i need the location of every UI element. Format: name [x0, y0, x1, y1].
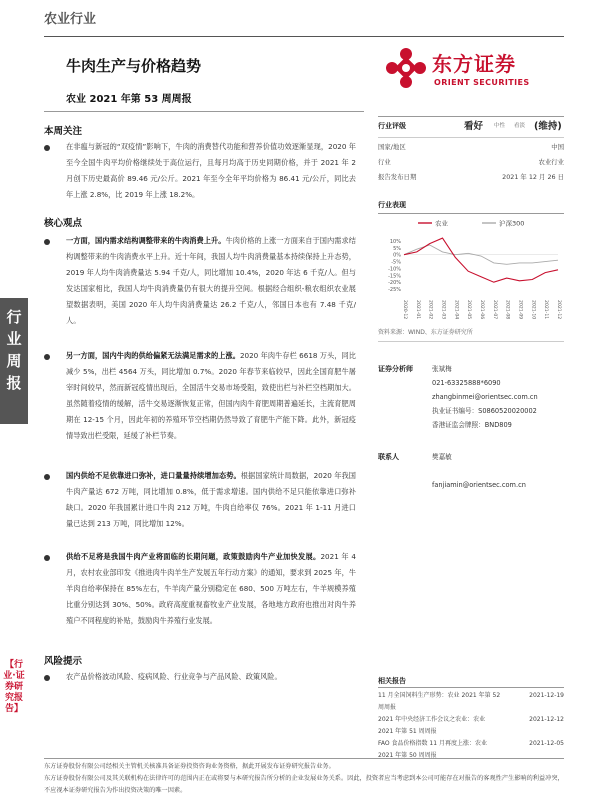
related-report-title-cont: 周周报: [378, 704, 397, 711]
bullet-icon: [44, 145, 50, 151]
chart-divider: [378, 341, 564, 342]
related-report-date: 2021-12-19: [529, 692, 564, 699]
core-point-2: [66, 348, 356, 444]
company-logo: [384, 40, 564, 100]
logo-chinese-name: 东方证券: [432, 52, 516, 76]
related-report-title-cont: 2021 年第 51 周周报: [378, 728, 437, 735]
x-tick-label: 2020-12: [402, 300, 407, 320]
x-tick-label: 2021-05: [466, 300, 472, 320]
info-value: 农业行业: [538, 158, 564, 166]
section-risk-title: 风险提示: [44, 656, 83, 667]
rating-info-table: [378, 140, 564, 185]
y-tick-label: -15%: [388, 273, 401, 280]
info-value: 中国: [551, 143, 564, 151]
x-tick-label: 2021-04: [453, 300, 459, 320]
info-key: 行业: [378, 158, 391, 166]
core-point-4-lead: 供给不足将是我国牛肉产业将面临的长期问题，政策鼓励肉牛产业加快发展。: [66, 552, 321, 561]
vertical-report-label: 【行业·证券研究报告】: [3, 660, 25, 714]
info-key: 报告发布日期: [378, 173, 417, 181]
legend-label: 农业: [435, 219, 448, 228]
risk-paragraph: 农产品价格波动风险、疫病风险、行业竞争与产品风险、政策风险。: [66, 672, 282, 681]
report-title: 牛肉生产与价格趋势: [66, 57, 202, 75]
focus-paragraph: 在非瘟与新冠的“双疫情”影响下，牛肉的消费替代功能和营养价值功效逐渐显现，2020 年至今全国牛肉平均价格继续处于高位运行，且每月均高于历史同期价格，并于 2021 年 2 月创下历史最高价 89.46 元/公斤。2021 年至今全年平均价格为 86.41 元/公斤，同比去年上涨 2.8%，比 2019 年上涨 18.2%。: [66, 142, 356, 199]
related-report[interactable]: [378, 690, 564, 714]
core-point-2-body: 2020 年肉牛存栏 6618 万头，同比减少 5%，出栏 4564 万头，同比增加 0.7%。2020 年春节来临较早，因此全国育肥牛屠宰时间较早，然而新冠疫情出现后，全国活牛交易市场受阻，致使出栏与补栏空档期加大。虽然随着疫情的缓解，活牛交易逐渐恢复正常，但国内肉牛育肥周期普遍延长，主流育肥周期在 12-15 个月，因此年初的养殖环节空档期仍然导致了育肥牛产能下降。此外，新冠疫情导致出栏受限，延缓了补栏节奏。: [66, 351, 356, 440]
rating-label: 行业评级: [378, 122, 406, 130]
section-focus-title: 本周关注: [44, 126, 83, 137]
performance-title: 行业表现: [378, 200, 564, 214]
x-tick-label: 2021-10: [530, 300, 536, 320]
y-tick-label: -5%: [391, 259, 401, 266]
logo-english-name: ORIENT SECURITIES: [434, 78, 530, 87]
related-report[interactable]: [378, 714, 564, 738]
side-tab-char: 报: [6, 374, 22, 392]
analyst-name: 张斌梅: [432, 365, 452, 373]
related-report-title: 2021 年中央经济工作会议之农业：农业: [378, 716, 486, 723]
x-tick-label: 2021-06: [479, 300, 484, 320]
rating-option-negative: 看淡: [514, 123, 526, 129]
core-point-2-lead: 另一方面，国内牛肉的供给偏紧无法满足需求的上涨。: [66, 351, 240, 360]
y-tick-label: 5%: [393, 245, 401, 252]
side-tab-char: 业: [6, 330, 22, 348]
contact-label: 联系人: [378, 453, 399, 461]
logo-mark-icon: [384, 46, 428, 90]
analyst-label: 证券分析师: [378, 365, 413, 373]
bullet-icon: [44, 675, 50, 681]
x-tick-label: 2021-11: [543, 300, 549, 320]
section-core-title: 核心观点: [44, 218, 83, 229]
x-tick-label: 2021-02: [427, 300, 433, 320]
series-line-agriculture: [404, 238, 558, 282]
x-tick-label: 2021-03: [440, 300, 446, 320]
info-row: [378, 140, 564, 155]
disclaimer-line-2: 东方证券股份有限公司及其关联机构在法律许可的范围内正在或将要与本研究报告所分析的企业发展业务关系。因此，投资者应当考虑到本公司可能存在对报告的客观性产生影响的利益冲突，不应视本证券研究报告为作出投资决策的唯一因素。: [44, 775, 564, 794]
x-tick-label: 2021-01: [414, 300, 420, 320]
related-report-title: FAO 食品价格指数 11 月再度上涨：农业: [378, 740, 487, 747]
performance-chart: [378, 216, 564, 326]
y-tick-label: 0%: [393, 252, 401, 259]
header-divider: [44, 36, 564, 37]
x-tick-label: 2021-08: [504, 300, 510, 320]
bullet-icon: [44, 474, 50, 480]
analyst-cert: 执业证书编号：S0860520020002: [432, 407, 537, 415]
rating-value: 看好: [464, 121, 484, 132]
chart-source: 资料来源：WIND、东方证券研究所: [378, 329, 473, 336]
analyst-email[interactable]: zhangbinmei@orientsec.com.cn: [432, 393, 538, 401]
side-tab: [0, 298, 28, 424]
bullet-icon: [44, 555, 50, 561]
info-row: [378, 170, 564, 185]
related-title: 相关报告: [378, 676, 564, 688]
y-tick-label: -10%: [388, 266, 401, 273]
disclaimer-line-1: 东方证券股份有限公司经相关主管机关核准具备证券投资咨询业务资格，据此开展发布证券研究报告业务。: [44, 763, 335, 770]
analyst-phone: 021-63325888*6090: [432, 379, 501, 387]
info-key: 国家/地区: [378, 143, 406, 151]
contact-email[interactable]: fanjiamin@orientsec.com.cn: [432, 481, 526, 489]
x-tick-label: 2021-09: [517, 300, 523, 320]
side-tab-char: 周: [6, 352, 22, 370]
y-tick-label: -25%: [388, 287, 401, 294]
core-point-3-body: 根据国家统计局数据，2020 年我国牛肉产量达 672 万吨，同比增加 0.8%，低于需求增速。国内供给不足只能依靠进口弥补缺口。2020 年我国累计进口牛肉 212 万吨，牛肉自给率仅 76%。2021 年 1-11 月进口量已达到 213 万吨，同比增加 12%。: [66, 471, 356, 528]
core-point-1-lead: 一方面，国内需求结构调整带来的牛肉消费上升。: [66, 236, 226, 245]
rating-option-neutral: 中性: [494, 123, 506, 129]
disclaimer-footer: [44, 758, 564, 797]
subtitle-divider: [44, 111, 364, 112]
side-tab-char: 行: [6, 308, 22, 326]
contact-name: 樊嘉敏: [432, 453, 452, 461]
core-point-4: [66, 549, 356, 629]
related-report-title-cont: 2021 年第 50 周周报: [378, 752, 437, 759]
y-tick-label: 10%: [389, 238, 401, 245]
report-subtitle: 农业 2021 年第 53 周周报: [66, 94, 192, 105]
bullet-icon: [44, 354, 50, 360]
rating-maintain: (维持): [534, 121, 562, 132]
x-tick-label: 2021-07: [491, 300, 497, 320]
info-row: [378, 155, 564, 170]
core-point-4-body: 2021 年 4 月，农村农业部印发《推进肉牛肉羊生产发展五年行动方案》的通知，要求到 2025 年，牛羊肉自给率保持在 85%左右，牛羊肉产量分别稳定在 680、500 万吨左右，牛羊规模养殖比重分别达到 30%、50%。政府高度重视畜牧业产业发展，各地地方政府也推出对肉牛养殖户不同程度的补贴，鼓励肉牛养殖行业发展。: [66, 552, 356, 625]
rating-box: [378, 116, 564, 138]
x-tick-label: 2021-12: [556, 300, 561, 320]
related-report-date: 2021-12-12: [529, 716, 564, 723]
core-point-3-lead: 国内供给不足依靠进口弥补，进口量量持续增加态势。: [66, 471, 241, 480]
core-point-3: [66, 468, 356, 532]
legend-label: 沪深300: [499, 219, 525, 228]
sector-label: 农业行业: [44, 12, 97, 27]
y-tick-label: -20%: [388, 280, 401, 287]
bullet-icon: [44, 239, 50, 245]
related-report-date: 2021-12-05: [529, 740, 564, 747]
related-report-title: 11 月全国饲料生产形势：农业 2021 年第 52: [378, 692, 501, 699]
analyst-hk-license: 香港证监会牌照：BND809: [432, 421, 512, 429]
core-point-1-body: 牛肉价格的上涨一方面来自于国内需求结构调整带来的牛肉消费水平上升。近十年间，我国人均牛肉消费量基本持续保持上升态势，2019 年人均牛肉消费量达 5.94 千克/人，同比增加 10.4%，2020 年达 6 千克/人。但与发达国家相比，我国人均牛肉消费量仍有很大的提升空间。根据经合组织-粮农组织农业展望数据表明，美国 2020 年人均牛肉消费量达 26.2 千克/人，邻国日本也有 7.48 千克/人。: [66, 236, 356, 325]
core-point-1: [66, 233, 356, 329]
info-value: 2021 年 12 月 26 日: [502, 173, 564, 181]
